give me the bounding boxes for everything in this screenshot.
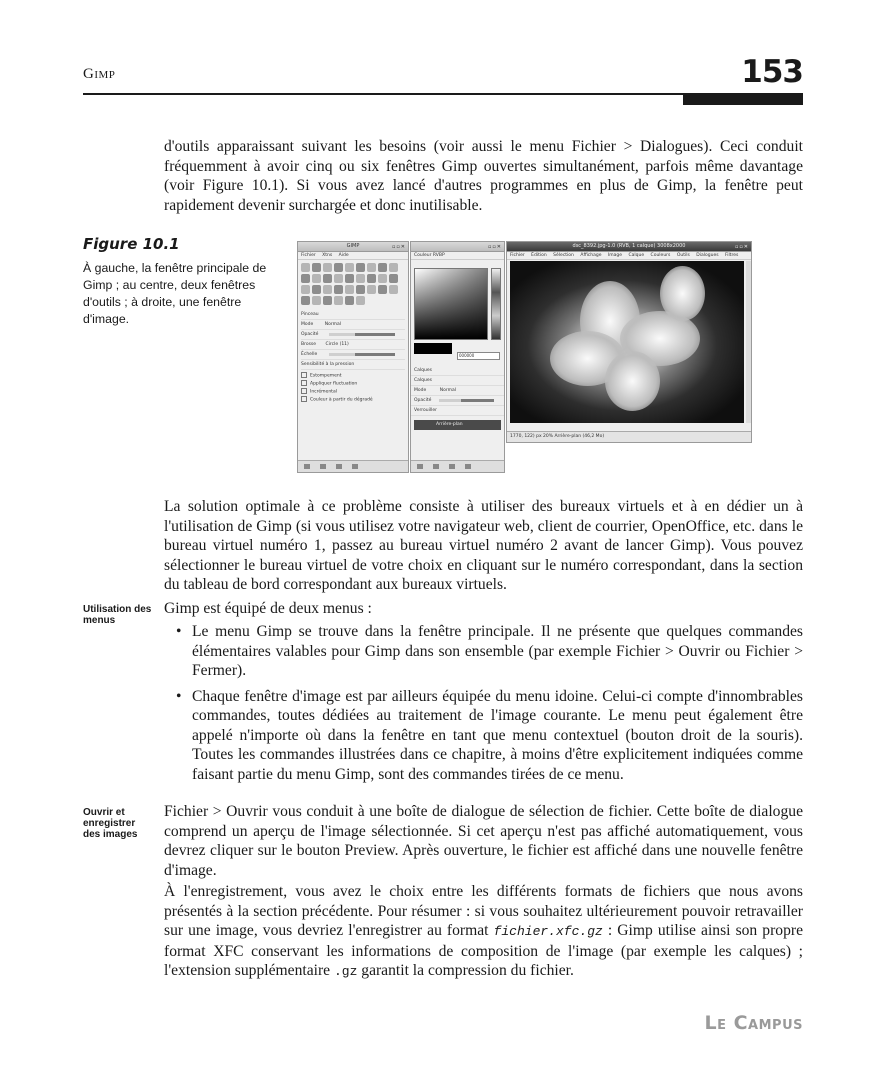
main-window-bottom-bar: [298, 460, 408, 472]
tool-icon: [334, 263, 343, 272]
menu-item: Outils: [676, 253, 690, 258]
raise-layer-icon: [433, 464, 439, 469]
menu-item: Image: [607, 253, 623, 258]
tool-icon: [323, 285, 332, 294]
tool-icon: [334, 274, 343, 283]
reset-icon: [352, 464, 358, 469]
menus-bullet-list: [164, 622, 803, 790]
image-window-menubar: [507, 252, 751, 260]
image-window-title: dsc_8392.jpg-1.0 (RVB, 1 calque) 3008x2000: [572, 243, 686, 249]
tool-icon: [323, 274, 332, 283]
option-row-scale: [301, 350, 405, 360]
bullet-item-gimp-menu: • Le menu Gimp se trouve dans la fenêtre principale. Il ne présente que quelques commandes élémentaires valables pour Gimp dans son ensemble (par exemple Fichier > Ouvrir ou Fichier > Fermer).: [164, 622, 803, 681]
color-picker-strip: [491, 268, 501, 340]
menu-item: Couleurs: [650, 253, 671, 258]
layer-item: Arrière-plan: [414, 420, 501, 430]
flower-petal: [605, 351, 660, 411]
color-panel-title: Couleur RVBP: [411, 252, 504, 260]
tool-icon: [389, 263, 398, 272]
current-color-swatch: [414, 343, 452, 354]
tool-icon: [323, 263, 332, 272]
layers-row-opacity: [411, 396, 504, 406]
tool-icon: [301, 285, 310, 294]
layers-label: Opacité: [414, 398, 432, 403]
layers-mode-value: Normal: [439, 388, 456, 393]
running-header-title: Gimp: [83, 66, 116, 82]
inline-code-filename: fichier.xfc.gz: [493, 924, 603, 939]
tool-icon: [345, 285, 354, 294]
gimp-image-window: [506, 241, 752, 443]
tool-icon: [345, 274, 354, 283]
tool-icon: [378, 263, 387, 272]
vertical-scrollbar: [746, 261, 751, 423]
option-value: Normal: [324, 322, 341, 327]
tool-icon: [378, 285, 387, 294]
figure-label: Figure 10.1: [83, 235, 180, 253]
window-controls-icon: ▫▫✕: [392, 244, 406, 250]
lily-photo: [510, 261, 744, 423]
menu-item: Sélection: [553, 253, 574, 258]
margin-note-open-save: Ouvrir et enregistrer des images: [83, 807, 138, 840]
option-label: Mode: [301, 322, 314, 327]
tool-options-title: Pinceau: [301, 310, 405, 320]
option-checkbox: Estompement: [298, 372, 408, 380]
option-label: Opacité: [301, 332, 319, 337]
layers-panel: [411, 366, 504, 430]
menu-item: Édition: [531, 253, 547, 258]
tool-icon: [356, 285, 365, 294]
flower-petal: [660, 266, 705, 321]
paragraph-open-file: Fichier > Ouvrir vous conduit à une boîte de dialogue de sélection de fichier. Cette boîte de dialogue comprend un aperçu de l'image sélectionnée. Si cet aperçu n'est pas affiché automatiquement, vous devrez cliquer sur le bouton Preview. Après ouverture, le fichier est affiché dans une nouvelle fenêtre d'image.: [164, 803, 803, 879]
save-icon: [304, 464, 310, 469]
figure-caption: À gauche, la fenêtre principale de Gimp ; au centre, deux fenêtres d'outils ; à droite, une fenêtre d'image.: [83, 261, 267, 326]
image-statusbar: 1770, 122) px 20% Arrière-plan (46,2 Mo): [507, 431, 751, 442]
tool-icon: [301, 263, 310, 272]
text-run: garantit la compression du fichier.: [357, 962, 574, 979]
tool-icon: [367, 285, 376, 294]
menu-xtns: Xtns: [322, 253, 333, 258]
tool-icon: [345, 263, 354, 272]
menu-item: Calque: [628, 253, 645, 258]
paragraph-two-menus: Gimp est équipé de deux menus :: [164, 600, 372, 617]
layers-row-mode: [411, 386, 504, 396]
main-window-menubar: [298, 252, 408, 260]
dock-window-titlebar: [411, 242, 504, 252]
paragraph-save-file: [164, 882, 803, 982]
option-row-brush: [301, 340, 405, 350]
option-checkbox: Incrémental: [298, 388, 408, 396]
tool-icon: [367, 274, 376, 283]
image-window-titlebar: [507, 242, 751, 252]
scale-slider: [329, 353, 395, 356]
main-window-titlebar: [298, 242, 408, 252]
margin-note-menus: Utilisation des menus: [83, 604, 152, 626]
tool-options-panel: [298, 308, 408, 372]
option-label: Brosse: [301, 342, 317, 347]
opacity-slider: [329, 333, 395, 336]
paragraph-intro: d'outils apparaissant suivant les besoins (voir aussi le menu Fichier > Dialogues). Ceci conduit fréquemment à avoir cinq ou six fenêtres Gimp ouvertes simultanément, parfois même davantage (voir Figure 10.1). Si vous avez lancé d'autres programmes en plus de Gimp, la fenêtre peut rapidement devenir surchargée et donc inutilisable.: [164, 138, 803, 214]
hex-color-field: 000000: [457, 352, 500, 360]
layers-row: Calques: [411, 376, 504, 386]
option-checkbox: Couleur à partir du dégradé: [298, 396, 408, 404]
publisher-logo: Le Campus: [704, 1012, 803, 1034]
option-row-mode: [301, 320, 405, 330]
page-number: 153: [741, 54, 803, 90]
tool-icon: [345, 296, 354, 305]
menu-aide: Aide: [338, 253, 349, 258]
delete-layer-icon: [465, 464, 471, 469]
option-value: Circle (11): [325, 342, 349, 347]
layer-opacity-slider: [439, 399, 494, 402]
tool-icon: [356, 296, 365, 305]
window-controls-icon: ▫▫✕: [488, 244, 502, 250]
header-block: [683, 94, 803, 105]
tool-icon: [301, 296, 310, 305]
tool-icon: [312, 296, 321, 305]
tool-icon: [389, 274, 398, 283]
inline-code-extension: .gz: [333, 964, 358, 979]
layers-label: Mode: [414, 388, 427, 393]
option-label: Échelle: [301, 352, 318, 357]
tool-icon: [323, 296, 332, 305]
lower-layer-icon: [449, 464, 455, 469]
tool-icon: [312, 263, 321, 272]
window-controls-icon: ▫▫✕: [735, 244, 749, 250]
menu-fichier: Fichier: [301, 253, 316, 258]
option-checkbox: Appliquer fluctuation: [298, 380, 408, 388]
restore-icon: [320, 464, 326, 469]
tool-icon: [367, 263, 376, 272]
new-layer-icon: [417, 464, 423, 469]
gimp-dock-window: [410, 241, 505, 473]
menu-item: Fichier: [510, 253, 525, 258]
text-run: : Gimp utilise ainsi son propre format XFC conservant les informations de composition de l'image (par exemple les calques) ; l'extension supplémentaire: [164, 922, 803, 979]
tool-icon: [312, 274, 321, 283]
main-window-title: GIMP: [346, 243, 360, 249]
tool-icon: [334, 296, 343, 305]
gimp-main-window: [297, 241, 409, 473]
tool-icon: [389, 285, 398, 294]
menu-item: Filtres: [725, 253, 739, 258]
bullet-item-image-menu: • Chaque fenêtre d'image est par ailleurs équipée du menu idoine. Celui-ci compte d'innombrables commandes, toutes dédiées au traitement de l'image courante. Le menu peut également être appelé n'importe où dans la fenêtre en tant que menu contextuel (bouton droit de la souris). Toutes les commandes illustrées dans ce chapitre, à moins d'être explicitement indiquées comme faisant partie du menu Gimp, sont des commandes tirées de ce menu.: [164, 687, 803, 785]
tool-icon: [356, 274, 365, 283]
text-run: À l'enregistrement, vous avez le choix entre les différents formats de fichiers que nous avons présentés à la section précédente. Pour résumer : si vous souhaitez ultérieurement pouvoir retravailler sur une image, vous devriez l'enregistrer au format: [164, 883, 803, 939]
layers-panel-title: Calques: [411, 366, 504, 376]
option-row-opacity: [301, 330, 405, 340]
tool-icon: [312, 285, 321, 294]
tool-icon: [356, 263, 365, 272]
tool-icon: [334, 285, 343, 294]
delete-icon: [336, 464, 342, 469]
tool-icon: [378, 274, 387, 283]
menu-item: Affichage: [580, 253, 602, 258]
menu-item: Dialogues: [696, 253, 719, 258]
paragraph-virtual-desktops: La solution optimale à ce problème consiste à utiliser des bureaux virtuels et à en dédier un à l'utilisation de Gimp (si vous utilisez votre navigateur web, client de courrier, OpenOffice, etc. dans le bureau virtuel numéro 1, passez au bureau virtuel numéro 2 avant de lancer Gimp). Vous pouvez sélectionner le bureau virtuel de votre choix en cliquant sur le numéro correspondant, dans la section du tableau de bord correspondant aux bureaux virtuels.: [164, 498, 803, 593]
toolbox-grid: [298, 260, 408, 308]
tool-icon: [301, 274, 310, 283]
layers-row-lock: Verrouiller: [411, 406, 504, 416]
figure-screenshot: [297, 241, 752, 473]
dock-bottom-bar: [411, 460, 504, 472]
color-picker-square: [414, 268, 488, 340]
pressure-expander: Sensibilité à la pression: [301, 360, 405, 370]
